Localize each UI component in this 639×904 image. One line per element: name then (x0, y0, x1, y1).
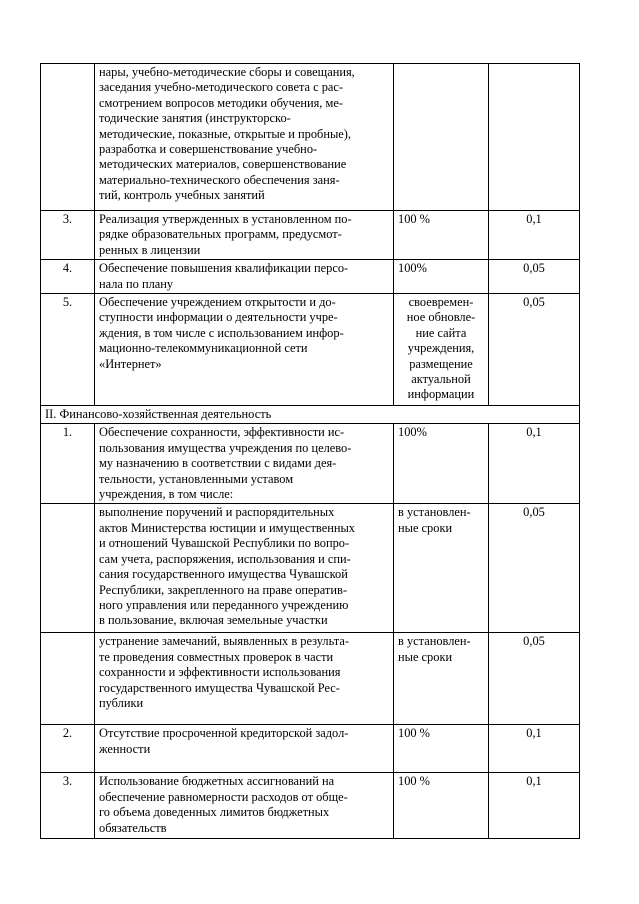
section-title: II. Финансово-хозяйственная деятельность (41, 406, 580, 424)
row-indicator: своевремен- ное обновле- ние сайта учреждения, размещение актуальной информации (394, 294, 489, 406)
row-description: Реализация утвержденных в установленном по- рядке образовательных программ, предусмот- ренных в лицензии (95, 211, 394, 260)
section-header-row (41, 406, 580, 424)
row-number: 4. (41, 260, 95, 294)
row-value: 0,1 (489, 211, 580, 260)
table-row (41, 64, 580, 211)
table-row (41, 294, 580, 406)
row-description: Отсутствие просроченной кредиторской задол- женности (95, 725, 394, 773)
row-value: 0,1 (489, 424, 580, 504)
row-value: 0,1 (489, 725, 580, 773)
row-value: 0,1 (489, 773, 580, 839)
row-description: выполнение поручений и распорядительных актов Министерства юстиции и имущественных и отношений Чувашской Республики по вопро- сам учета, распоряжения, использования и спи- сания государственного имущества Чувашской Республики, закрепленного на праве оператив- ного управления или переданного учреждению в пользование, включая земельные участки (95, 504, 394, 633)
row-indicator: 100 % (394, 725, 489, 773)
table-row (41, 424, 580, 504)
row-value: 0,05 (489, 294, 580, 406)
row-indicator: 100 % (394, 773, 489, 839)
row-number: 1. (41, 424, 95, 504)
row-value: 0,05 (489, 633, 580, 725)
row-indicator: в установлен- ные сроки (394, 504, 489, 633)
row-indicator: 100% (394, 260, 489, 294)
row-indicator: 100 % (394, 211, 489, 260)
row-number: 3. (41, 211, 95, 260)
row-value (489, 64, 580, 211)
table-row (41, 633, 580, 725)
row-number: 2. (41, 725, 95, 773)
table-row (41, 211, 580, 260)
row-number: 5. (41, 294, 95, 406)
table-row (41, 260, 580, 294)
row-description: Обеспечение сохранности, эффективности ис- пользования имущества учреждения по целево- му назначению в соответствии с видами дея- тельности, установленными уставом учреждения, в том числе: (95, 424, 394, 504)
row-description: Обеспечение повышения квалификации персо- нала по плану (95, 260, 394, 294)
table-row (41, 773, 580, 839)
row-value: 0,05 (489, 260, 580, 294)
row-indicator: в установлен- ные сроки (394, 633, 489, 725)
row-description: нары, учебно-методические сборы и совещания, заседания учебно-методического совета с рас- смотрением вопросов методики обучения, ме- тодические занятия (инструкторско- методические, показные, открытые и пробные), разработка и совершенствование учебно- методических материалов, совершенствование материально-технического обеспечения заня- тий, контроль учебных занятий (95, 64, 394, 211)
table-row (41, 725, 580, 773)
table-row (41, 504, 580, 633)
row-number (41, 504, 95, 633)
row-description: Использование бюджетных ассигнований на обеспечение равномерности расходов от обще- го объема доведенных лимитов бюджетных обязательств (95, 773, 394, 839)
row-number (41, 64, 95, 211)
row-indicator (394, 64, 489, 211)
row-number (41, 633, 95, 725)
row-indicator: 100% (394, 424, 489, 504)
row-description: Обеспечение учреждением открытости и до- ступности информации о деятельности учре- ждения, в том числе с использованием инфор- мационно-телекоммуникационной сети «Интернет» (95, 294, 394, 406)
criteria-table (40, 63, 580, 839)
row-number: 3. (41, 773, 95, 839)
row-description: устранение замечаний, выявленных в результа- те проведения совместных проверок в части сохранности и эффективности использования государственного имущества Чувашской Рес- публики (95, 633, 394, 725)
row-value: 0,05 (489, 504, 580, 633)
